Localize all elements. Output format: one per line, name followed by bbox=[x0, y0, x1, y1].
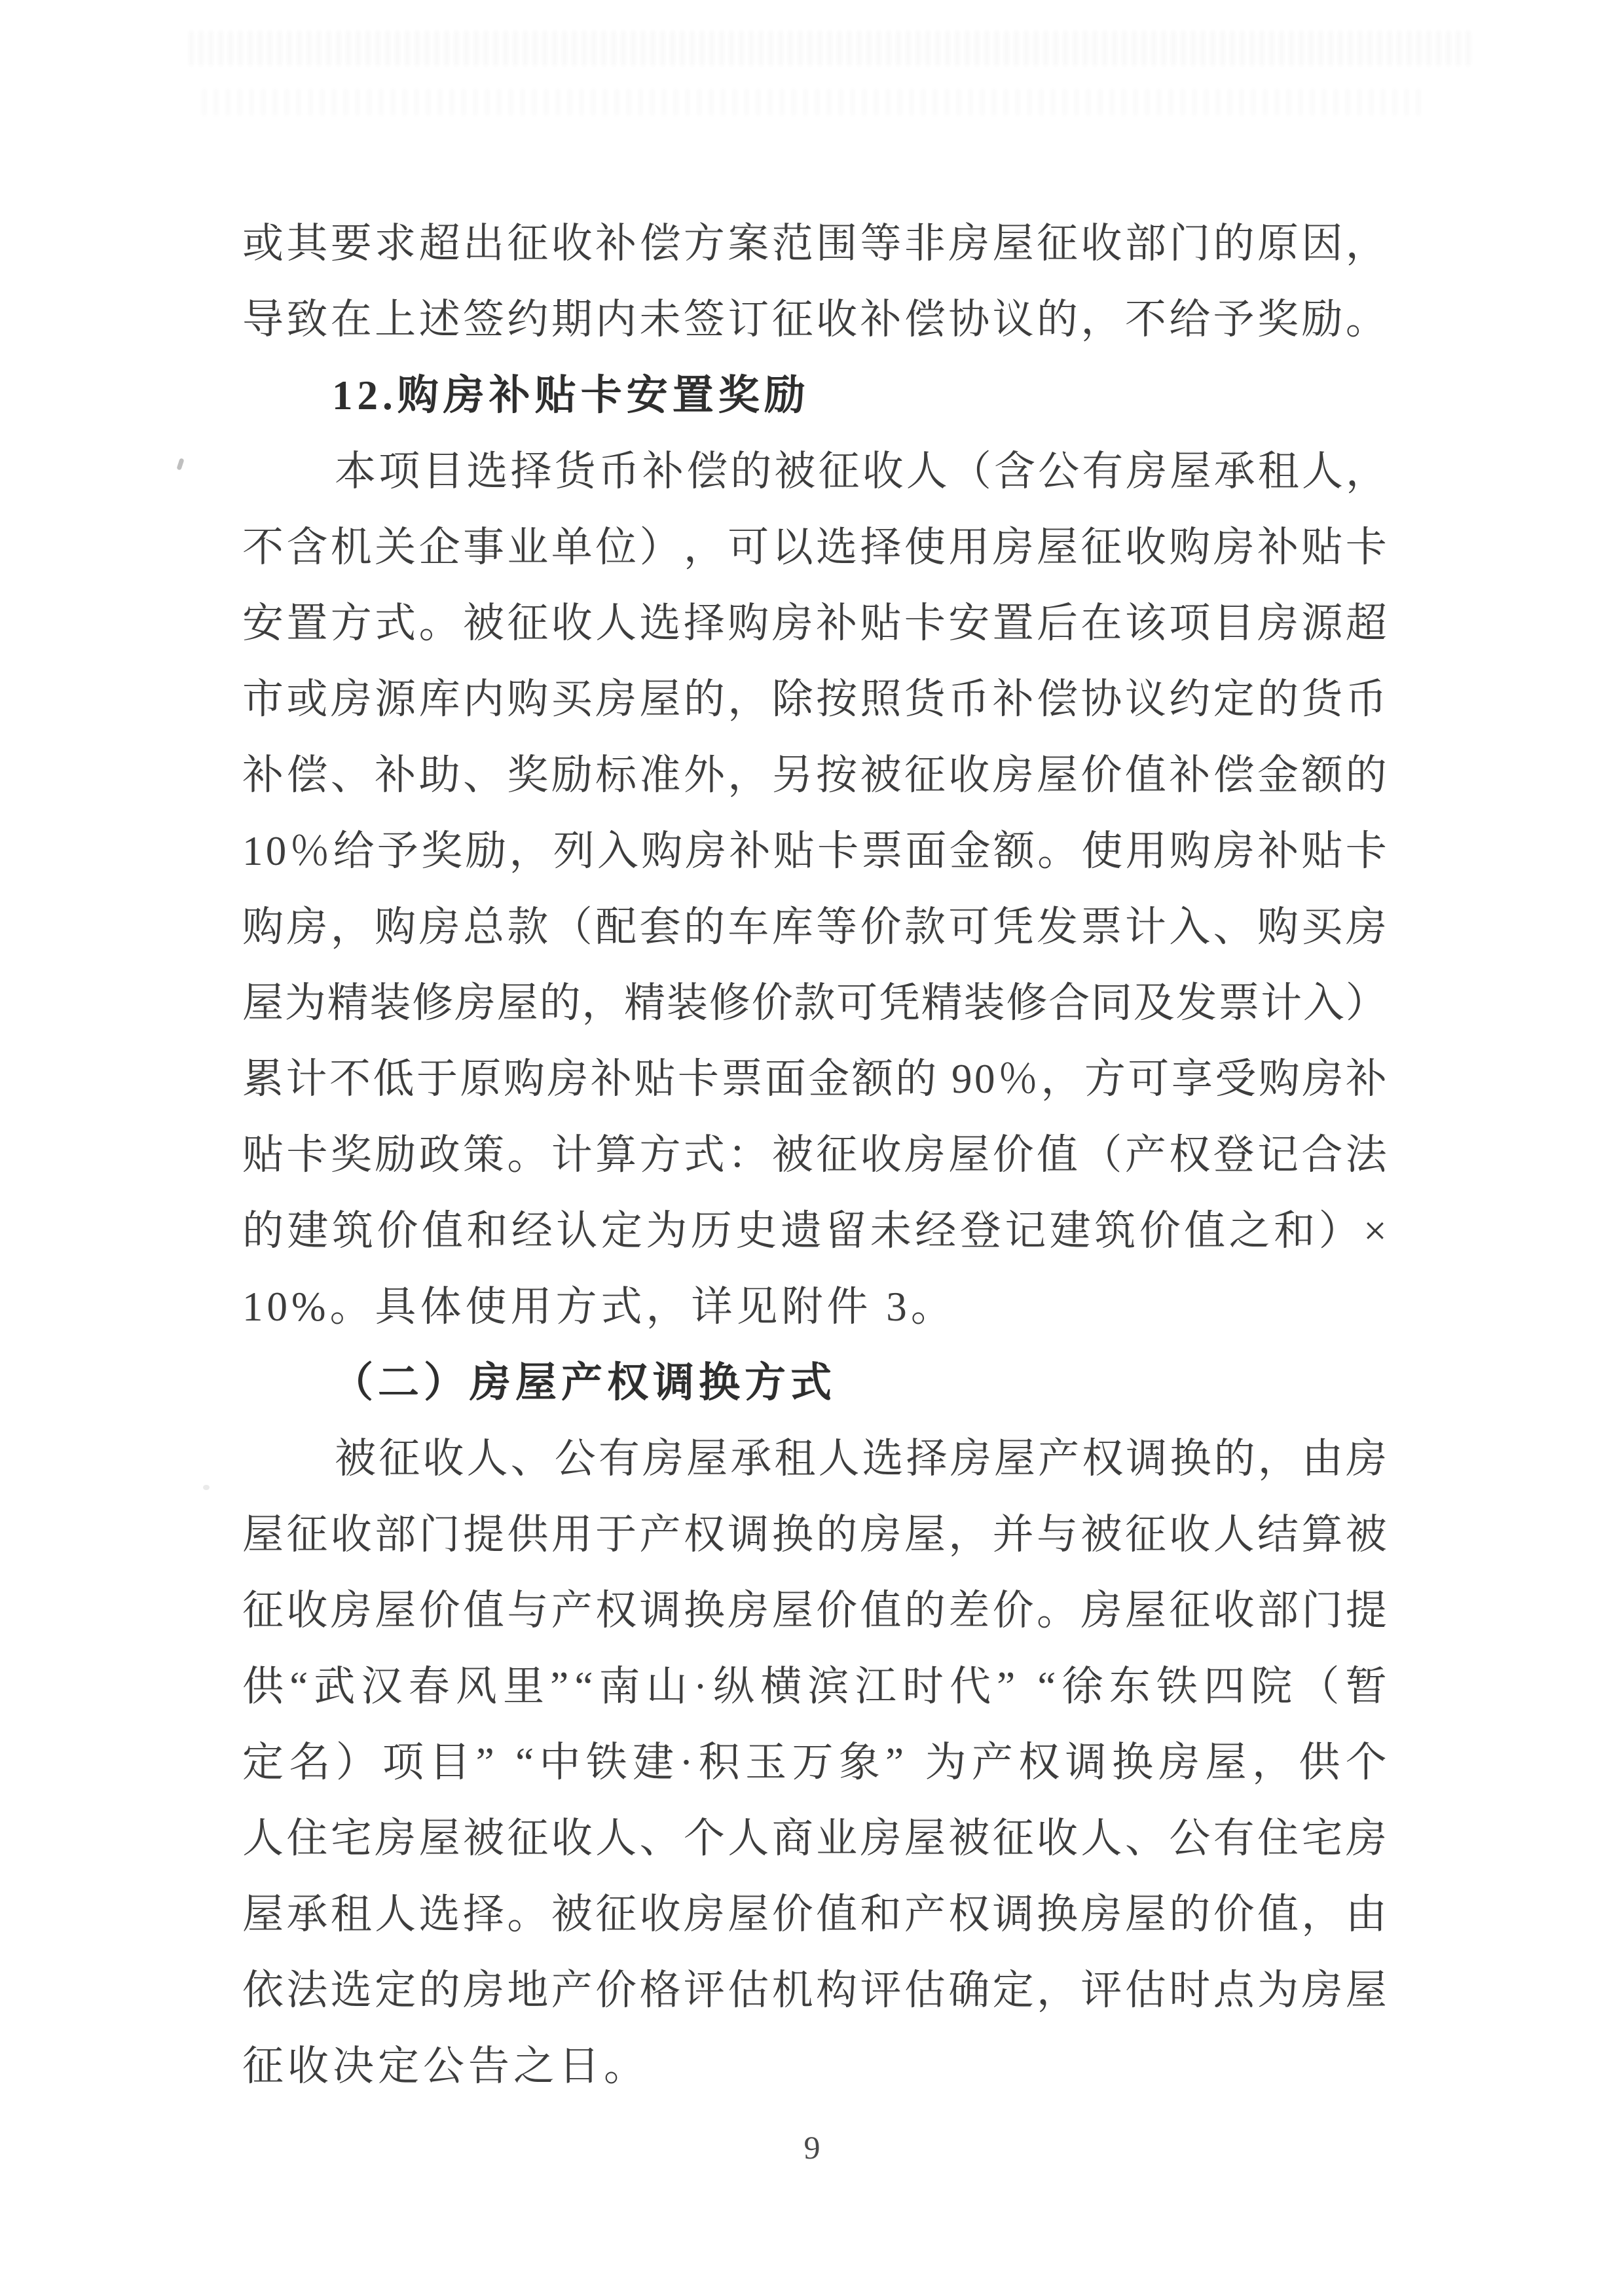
paragraph bbox=[242, 433, 1387, 1345]
text-line: 供 “ 武 汉 春 风 里 ” “ 南 山 · 纵 横 滨 江 时 代 ” “ 徐 东 铁 四 院 （ 暂 bbox=[242, 1664, 1387, 1709]
text-line: （二）房屋产权调换方式 bbox=[332, 1360, 836, 1406]
page-number: 9 bbox=[803, 2129, 821, 2166]
text-line: 被 征 收 人 、 公 有 房 屋 承 租 人 选 择 房 屋 产 权 调 换 的 ， 由 房 bbox=[335, 1436, 1387, 1482]
text-line: 征 收 房 屋 价 值 与 产 权 调 换 房 屋 价 值 的 差 价 。 房 屋 征 收 部 门 提 bbox=[242, 1588, 1387, 1633]
text-line: 屋 为 精 装 修 房 屋 的 ， 精 装 修 价 款 可 凭 精 装 修 合 同 及 发 票 计 入 ） bbox=[242, 980, 1387, 1026]
text-line: 不 含 机 关 企 事 业 单 位 ） ， 可 以 选 择 使 用 房 屋 征 收 购 房 补 贴 卡 bbox=[242, 524, 1387, 570]
paragraph bbox=[242, 206, 1387, 357]
document-body bbox=[242, 206, 1387, 2104]
text-line: 12.购房补贴卡安置奖励 bbox=[332, 373, 810, 418]
section-heading bbox=[242, 1345, 1387, 1421]
text-line: 依 法 选 定 的 房 地 产 价 格 评 估 机 构 评 估 确 定 ， 评 估 时 点 为 房 屋 bbox=[242, 1967, 1387, 2013]
scan-speck-artifact bbox=[203, 1485, 210, 1490]
text-line: 征收决定公告之日。 bbox=[242, 2043, 649, 2089]
text-line: 贴 卡 奖 励 政 策 。 计 算 方 式 ： 被 征 收 房 屋 价 值 （ 产 权 登 记 合 法 bbox=[242, 1132, 1387, 1178]
text-line: 人 住 宅 房 屋 被 征 收 人 、 个 人 商 业 房 屋 被 征 收 人 、 公 有 住 宅 房 bbox=[242, 1815, 1387, 1861]
text-line: 导 致 在 上 述 签 约 期 内 未 签 订 征 收 补 偿 协 议 的 ， 不 给 予 奖 励 。 bbox=[242, 297, 1387, 342]
text-line: 屋 征 收 部 门 提 供 用 于 产 权 调 换 的 房 屋 ， 并 与 被 征 收 人 结 算 被 bbox=[242, 1512, 1387, 1558]
text-line: 的 建 筑 价 值 和 经 认 定 为 历 史 遗 留 未 经 登 记 建 筑 价 值 之 和 ） × bbox=[242, 1208, 1387, 1254]
text-line: 1 0 ％ 给 予 奖 励 ， 列 入 购 房 补 贴 卡 票 面 金 额 。 使 用 购 房 补 贴 卡 bbox=[242, 828, 1387, 874]
text-line: 安 置 方 式 。 被 征 收 人 选 择 购 房 补 贴 卡 安 置 后 在 该 项 目 房 源 超 bbox=[242, 600, 1387, 646]
text-line: 累 计 不 低 于 原 购 房 补 贴 卡 票 面 金 额 的 9 0 ％ ， 方 可 享 受 购 房 补 bbox=[242, 1056, 1387, 1102]
scan-bleed-artifact bbox=[190, 26, 1473, 124]
text-line: 定 名 ） 项 目 ” “ 中 铁 建 · 积 玉 万 象 ” 为 产 权 调 换 房 屋 ， 供 个 bbox=[242, 1740, 1387, 1785]
scan-speck-artifact bbox=[176, 458, 184, 470]
text-line: 10%。具体使用方式，详见附件 3。 bbox=[242, 1284, 956, 1330]
text-line: 市 或 房 源 库 内 购 买 房 屋 的 ， 除 按 照 货 币 补 偿 协 议 约 定 的 货 币 bbox=[242, 676, 1387, 722]
section-heading bbox=[242, 357, 1387, 433]
text-line: 补 偿 、 补 助 、 奖 励 标 准 外 ， 另 按 被 征 收 房 屋 价 值 补 偿 金 额 的 bbox=[242, 752, 1387, 798]
paragraph bbox=[242, 1421, 1387, 2104]
text-line: 或 其 要 求 超 出 征 收 补 偿 方 案 范 围 等 非 房 屋 征 收 部 门 的 原 因 ， bbox=[242, 221, 1387, 266]
text-line: 本 项 目 选 择 货 币 补 偿 的 被 征 收 人 （ 含 公 有 房 屋 承 租 人 ， bbox=[335, 448, 1387, 494]
text-line: 购 房 ， 购 房 总 款 （ 配 套 的 车 库 等 价 款 可 凭 发 票 计 入 、 购 买 房 bbox=[242, 904, 1387, 950]
text-line: 屋 承 租 人 选 择 。 被 征 收 房 屋 价 值 和 产 权 调 换 房 屋 的 价 值 ， 由 bbox=[242, 1891, 1387, 1937]
